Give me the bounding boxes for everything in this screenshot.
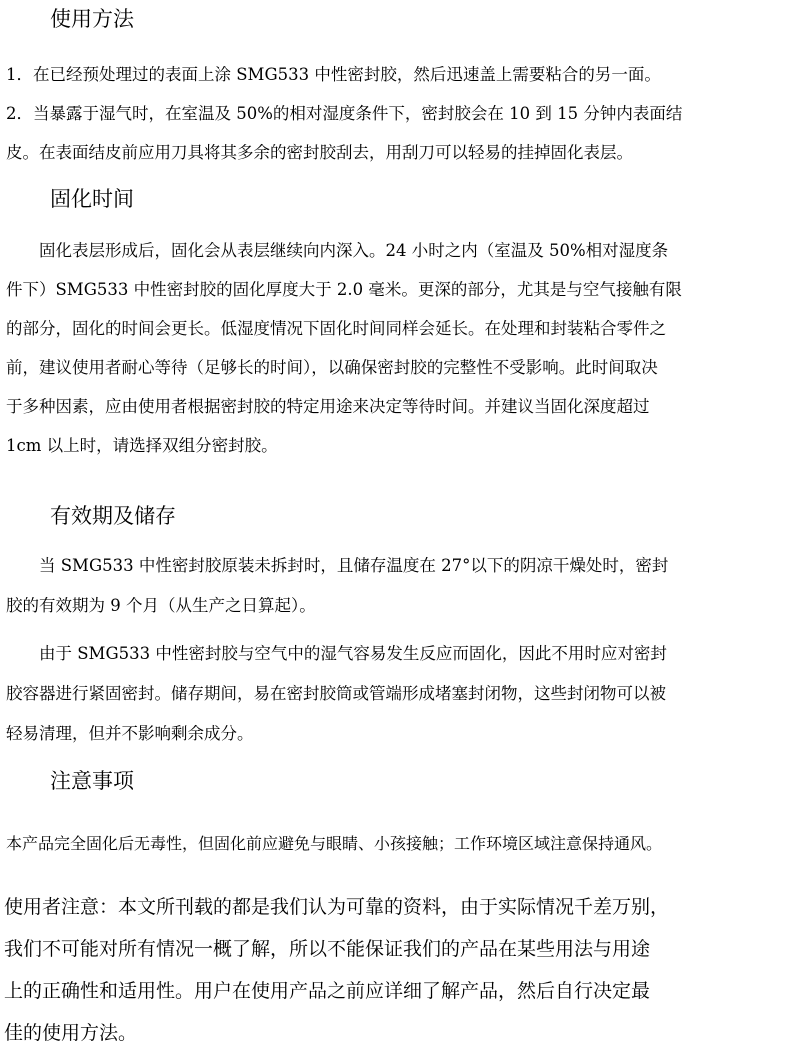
storage-line: 胶容器进行紧固密封。储存期间，易在密封胶筒或管端形成堵塞封闭物，这些封闭物可以被	[6, 684, 666, 703]
cure-line: 1cm 以上时，请选择双组分密封胶。	[6, 436, 278, 455]
storage-paragraph-1	[6, 546, 800, 626]
usage-line: 皮。在表面结皮前应用刀具将其多余的密封胶刮去，用刮刀可以轻易的挂掉固化表层。	[6, 143, 633, 162]
notes-line: 本产品完全固化后无毒性，但固化前应避免与眼睛、小孩接触；工作环境区域注意保持通风。	[6, 834, 663, 853]
disclaimer-section	[4, 886, 800, 1054]
storage-heading: 有效期及储存	[50, 504, 176, 528]
disclaimer-line: 使用者注意：本文所刊载的都是我们认为可靠的资料，由于实际情况千差万别，	[4, 896, 670, 918]
cure-time-heading: 固化时间	[50, 187, 134, 211]
cure-line: 前，建议使用者耐心等待（足够长的时间），以确保密封胶的完整性不受影响。此时间取决	[6, 358, 658, 377]
usage-heading: 使用方法	[50, 7, 134, 31]
usage-line: 2．当暴露于湿气时，在室温及 50%的相对湿度条件下，密封胶会在 10 到 15 分钟内表面结	[6, 104, 683, 123]
disclaimer-line: 上的正确性和适用性。用户在使用产品之前应详细了解产品，然后自行决定最	[4, 980, 651, 1002]
cure-line: 件下）SMG533 中性密封胶的固化厚度大于 2.0 毫米。更深的部分，尤其是与空气接触有限	[6, 280, 682, 299]
cure-time-section	[6, 231, 800, 465]
storage-line: 当 SMG533 中性密封胶原装未拆封时，且储存温度在 27°以下的阴凉干燥处时，密封	[39, 556, 669, 575]
usage-section	[6, 55, 800, 172]
cure-line: 于多种因素，应由使用者根据密封胶的特定用途来决定等待时间。并建议当固化深度超过	[6, 397, 650, 416]
storage-line: 由于 SMG533 中性密封胶与空气中的湿气容易发生反应而固化，因此不用时应对密封	[39, 644, 667, 663]
storage-line: 胶的有效期为 9 个月（从生产之日算起）。	[6, 596, 316, 615]
storage-line: 轻易清理，但并不影响剩余成分。	[6, 724, 254, 743]
notes-section	[6, 829, 800, 859]
disclaimer-line: 我们不可能对所有情况一概了解，所以不能保证我们的产品在某些用法与用途	[4, 938, 651, 960]
usage-line: 1．在已经预处理过的表面上涂 SMG533 中性密封胶，然后迅速盖上需要粘合的另一面。	[6, 65, 661, 84]
storage-paragraph-2	[6, 634, 800, 754]
notes-heading: 注意事项	[50, 769, 134, 793]
cure-line: 固化表层形成后，固化会从表层继续向内深入。24 小时之内（室温及 50%相对湿度条	[39, 241, 669, 260]
disclaimer-line: 佳的使用方法。	[4, 1022, 138, 1044]
cure-line: 的部分，固化的时间会更长。低湿度情况下固化时间同样会延长。在处理和封装粘合零件之	[6, 319, 666, 338]
